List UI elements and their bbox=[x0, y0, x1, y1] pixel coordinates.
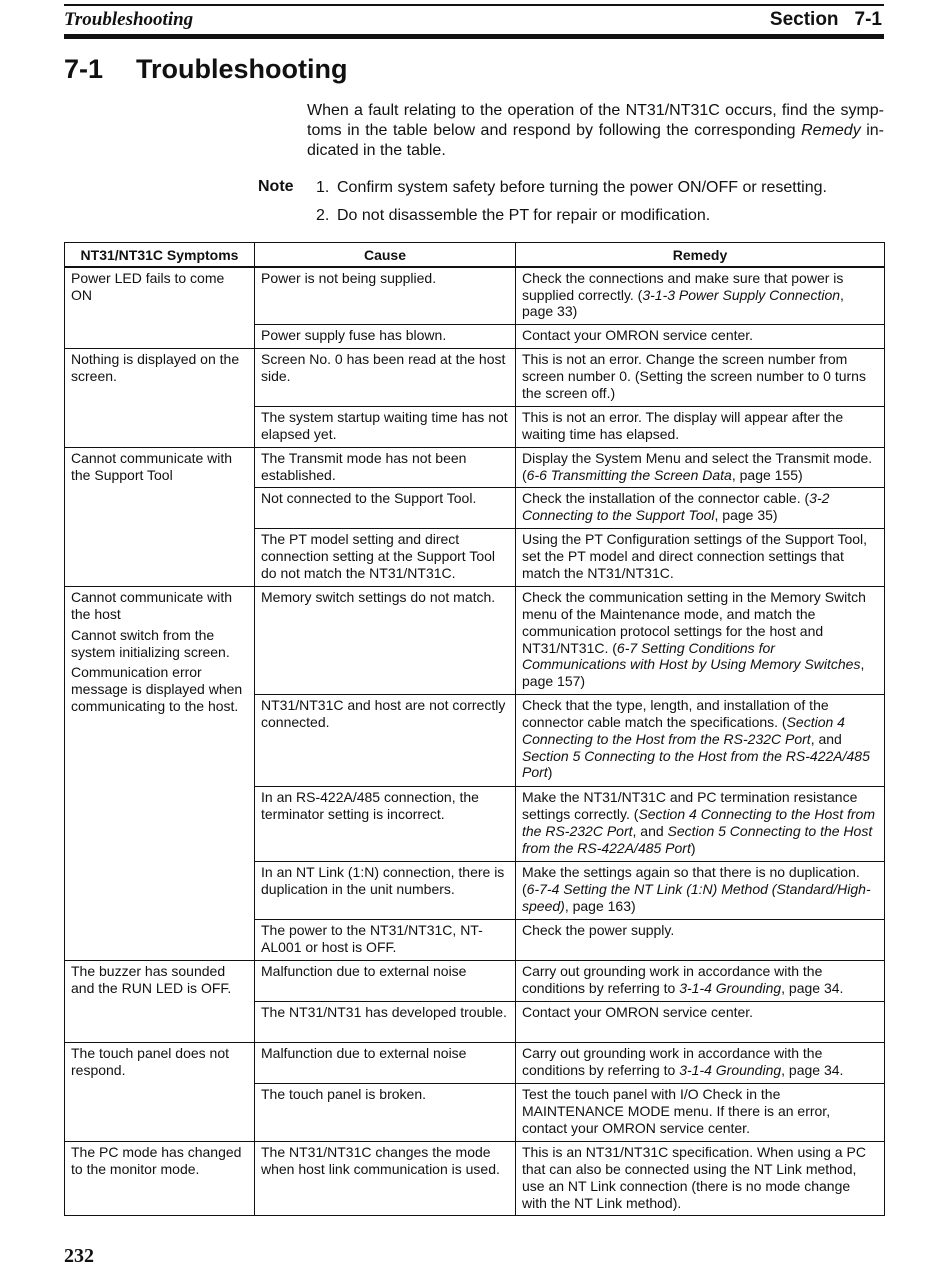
intro-text-2: in-dicated in the table. bbox=[307, 122, 885, 159]
remedy-cell: Check the power supply. bbox=[516, 920, 885, 961]
header-cause: Cause bbox=[255, 243, 516, 267]
remedy-reference: 6-7-4 Setting the NT Link (1:N) Method (Standard/High-speed) bbox=[522, 881, 871, 914]
remedy-text: , and bbox=[632, 822, 668, 839]
cause-cell: The system startup waiting time has not elapsed yet. bbox=[255, 407, 516, 448]
header-symptoms: NT31/NT31C Symptoms bbox=[65, 243, 255, 267]
section-heading-text: Troubleshooting bbox=[136, 54, 348, 84]
running-header-chapter: Troubleshooting bbox=[64, 9, 194, 30]
table-row bbox=[65, 587, 885, 695]
remedy-cell: This is not an error. Change the screen number from screen number 0. (Setting the screen number to 0 turns the screen off.) bbox=[516, 349, 885, 407]
page-number: 232 bbox=[64, 1245, 94, 1267]
remedy-reference: 6-7 Setting Conditions for Communications with Host by Using Memory Switches bbox=[522, 639, 861, 673]
table-header-row bbox=[65, 243, 885, 267]
remedy-reference: 3-1-4 Grounding bbox=[679, 1062, 782, 1079]
remedy-cell bbox=[516, 267, 885, 325]
remedy-reference: 3-1-3 Power Supply Connection bbox=[642, 286, 841, 303]
remedy-reference: 3-1-4 Grounding bbox=[679, 980, 782, 997]
note-item-number: 2. bbox=[316, 207, 330, 224]
remedy-text: ) bbox=[690, 839, 696, 856]
table-row bbox=[65, 961, 885, 1002]
troubleshooting-table bbox=[64, 242, 885, 1216]
cause-cell: The PT model setting and direct connection setting at the Support Tool do not match the NT31/NT31C. bbox=[255, 529, 516, 587]
remedy-reference: Section 5 Connecting to the Host from the RS-422A/485 Port bbox=[522, 747, 870, 781]
remedy-cell: Contact your OMRON service center. bbox=[516, 1002, 885, 1043]
cause-cell: The power to the NT31/NT31C, NT-AL001 or host is OFF. bbox=[255, 920, 516, 961]
remedy-text: Make the settings again so that there is no duplication. ( bbox=[522, 864, 860, 898]
remedy-reference: Section 5 Connecting to the Host from the RS-422A/485 Port bbox=[522, 822, 873, 856]
symptom-cell: The buzzer has sounded and the RUN LED is OFF. bbox=[65, 961, 255, 1043]
remedy-text: , and bbox=[810, 730, 842, 747]
cause-cell: NT31/NT31C and host are not correctly connected. bbox=[255, 695, 516, 787]
remedy-text: , page 34. bbox=[781, 980, 844, 997]
note-item bbox=[316, 178, 886, 206]
remedy-text: , page 155) bbox=[731, 467, 803, 484]
note-item-text: Do not disassemble the PT for repair or modification. bbox=[337, 207, 711, 224]
table-row bbox=[65, 1142, 885, 1216]
cause-cell: In an RS-422A/485 connection, the terminator setting is incorrect. bbox=[255, 787, 516, 862]
remedy-text: Carry out grounding work in accordance with the conditions by referring to bbox=[522, 1045, 823, 1079]
remedy-cell bbox=[516, 862, 885, 920]
remedy-cell bbox=[516, 1043, 885, 1084]
cause-cell: Malfunction due to external noise bbox=[255, 961, 516, 1002]
note-item-number: 1. bbox=[316, 179, 330, 196]
remedy-cell bbox=[516, 488, 885, 529]
remedy-text: , page 35) bbox=[714, 507, 778, 524]
remedy-cell bbox=[516, 587, 885, 695]
symptom-line: Communication error message is displayed when communicating to the host. bbox=[71, 664, 243, 715]
symptom-cell: The touch panel does not respond. bbox=[65, 1043, 255, 1142]
cause-cell: Power is not being supplied. bbox=[255, 267, 516, 325]
remedy-reference: 6-6 Transmitting the Screen Data bbox=[526, 467, 732, 484]
cause-cell: The touch panel is broken. bbox=[255, 1084, 516, 1142]
symptom-cell: Nothing is displayed on the screen. bbox=[65, 349, 255, 448]
section-word: Section bbox=[769, 9, 839, 30]
remedy-text: Carry out grounding work in accordance with the conditions by referring to bbox=[522, 963, 823, 997]
remedy-text: Check the installation of the connector cable. ( bbox=[522, 490, 810, 507]
remedy-reference: Section 4 Connecting to the Host from the RS-232C Port bbox=[522, 806, 876, 839]
remedy-text: , page 157) bbox=[522, 656, 865, 690]
remedy-cell: Using the PT Configuration settings of the Support Tool, set the PT model and direct connection settings that match the NT31/NT31C. bbox=[516, 529, 885, 587]
remedy-text: Display the System Menu and select the Transmit mode. ( bbox=[522, 450, 873, 484]
intro-text-1: When a fault relating to the operation of the NT31/NT31C occurs, find the symp-toms in the table below and respond by following the corresponding bbox=[307, 102, 884, 139]
remedy-cell bbox=[516, 448, 885, 488]
remedy-text: , page 163) bbox=[564, 897, 636, 914]
remedy-reference: 3-2 Connecting to the Support Tool bbox=[522, 490, 830, 524]
cause-cell: The NT31/NT31C changes the mode when host link communication is used. bbox=[255, 1142, 516, 1216]
cause-cell: Malfunction due to external noise bbox=[255, 1043, 516, 1084]
remedy-cell: Contact your OMRON service center. bbox=[516, 325, 885, 349]
remedy-text: Make the NT31/NT31C and PC termination resistance settings correctly. ( bbox=[522, 789, 858, 823]
remedy-text: ) bbox=[547, 764, 553, 781]
remedy-text: , page 33) bbox=[522, 286, 844, 320]
table-row bbox=[65, 1043, 885, 1084]
cause-cell: In an NT Link (1:N) connection, there is duplication in the unit numbers. bbox=[255, 862, 516, 920]
running-header-section bbox=[770, 9, 882, 31]
section-heading-number: 7-1 bbox=[64, 54, 104, 84]
note-label: Note bbox=[258, 178, 294, 195]
cause-cell: The Transmit mode has not been established. bbox=[255, 448, 516, 488]
table-row bbox=[65, 267, 885, 325]
cause-cell: The NT31/NT31 has developed trouble. bbox=[255, 1002, 516, 1043]
intro-remedy-word: Remedy bbox=[801, 122, 861, 139]
remedy-reference: Section 4 Connecting to the Host from the RS-232C Port bbox=[522, 714, 845, 747]
table-row bbox=[65, 349, 885, 407]
note-list bbox=[316, 178, 886, 234]
symptom-line: Cannot switch from the system initializing screen. bbox=[71, 626, 230, 660]
remedy-text: Check the connections and make sure that power is supplied correctly. ( bbox=[522, 269, 844, 303]
table-row bbox=[65, 448, 885, 488]
cause-cell: Screen No. 0 has been read at the host side. bbox=[255, 349, 516, 407]
section-number: 7-1 bbox=[854, 9, 882, 30]
running-header bbox=[64, 4, 884, 39]
symptom-cell: Power LED fails to come ON bbox=[65, 267, 255, 349]
symptom-cell: The PC mode has changed to the monitor mode. bbox=[65, 1142, 255, 1216]
note-item bbox=[316, 206, 886, 234]
remedy-cell: This is not an error. The display will appear after the waiting time has elapsed. bbox=[516, 407, 885, 448]
note-item-text: Confirm system safety before turning the power ON/OFF or resetting. bbox=[337, 179, 827, 196]
remedy-cell bbox=[516, 961, 885, 1002]
section-heading bbox=[64, 54, 347, 85]
remedy-cell bbox=[516, 695, 885, 787]
remedy-text: , page 34. bbox=[781, 1062, 844, 1079]
symptom-cell: Cannot communicate with the Support Tool bbox=[65, 448, 255, 587]
header-remedy: Remedy bbox=[516, 243, 885, 267]
remedy-cell: This is an NT31/NT31C specification. When using a PC that can also be connected using the NT Link method, use an NT Link connection (there is no mode change with the NT Link method). bbox=[516, 1142, 885, 1216]
remedy-cell: Test the touch panel with I/O Check in the MAINTENANCE MODE menu. If there is an error, contact your OMRON service center. bbox=[516, 1084, 885, 1142]
symptom-line: Cannot communicate with the host bbox=[71, 589, 233, 623]
cause-cell: Not connected to the Support Tool. bbox=[255, 488, 516, 529]
remedy-text: Check that the type, length, and installation of the connector cable match the specifications. ( bbox=[522, 697, 829, 731]
remedy-cell bbox=[516, 787, 885, 862]
cause-cell: Power supply fuse has blown. bbox=[255, 325, 516, 349]
remedy-text: Check the communication setting in the Memory Switch menu of the Maintenance mode, and match the communication protocol settings for the host and NT31/NT31C. ( bbox=[522, 589, 866, 656]
cause-cell: Memory switch settings do not match. bbox=[255, 587, 516, 695]
symptom-cell bbox=[65, 587, 255, 961]
intro-paragraph bbox=[307, 101, 884, 161]
